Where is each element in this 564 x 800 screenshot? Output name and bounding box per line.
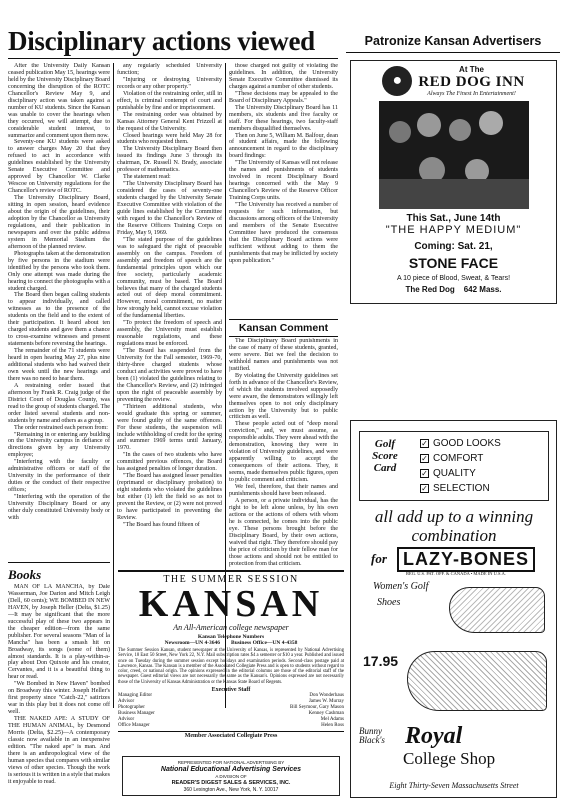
advertisers-banner: Patronize Kansan Advertisers [364,34,542,48]
checklist-label: GOOD LOOKS [433,438,501,449]
band-name-2: STONE FACE [408,255,499,271]
store-address: Eight Thirty-Seven Massachusetts Street [389,781,519,790]
paragraph: Closed hearings were held May 28 for students who requested them. [117,132,222,146]
staff-role: Business Manager [118,711,155,717]
band-photo [379,101,529,209]
paragraph: THE NAKED APE: A STUDY OF THE HUMAN ANIMAL, by Desmond Morris (Delta, $2.25)—A contemporary classic now available in an inexpensive edition. "The naked ape" is man. And there is an anthropological view of the human species that compares with similar views of other species. Though the work is serious it is written in a style that makes it enjoyable to read. [8,716,110,785]
checkmark-icon: ✓ [421,469,428,478]
paragraph: The restraining order was obtained by Kansas Attorney General Kent Frizzell at the request of the University. [117,111,222,132]
staff-role: Office Manager [118,723,150,729]
paragraph: The remainder of the 71 students were heard in open hearing May 27, plus nine additional students who had waived their own week until the new hearings and there was no need to hear them. [8,348,110,382]
masthead-member: Member Associated Collegiate Press [118,731,344,739]
paragraph: "The Board has assigned lesser penalties (reprimand or disciplinary probation) to eight students who violated the guidelines but either (1) left the field so as not to prevent the Review, or (2) were not proved to have participated in preventing the Review. [117,473,222,521]
masthead-session: THE SUMMER SESSION [163,574,299,585]
staff-role: Advisor [118,717,135,723]
masthead-name: KANSAN [138,583,324,625]
staff-list [118,693,344,729]
paragraph: Photographs taken at the demonstration by five persons in the stadium were identified by the persons who took them. Only one attempt was made during the hearing to connect the photographs with a student charged. [8,250,110,292]
store-college-shop: College Shop [403,749,496,768]
red-dog-address: The Red Dog 642 Mass. [405,285,502,294]
paragraph: "The stated purpose of the guidelines was to safeguard the right of peaceable assembly on the campus. Freedom of assembly and freedom of speech are the fundamental principles upon which our free society, particularly academic community, must be based. The Board believes that many of the charged students acted out of deep moral commitment. However, moral commitment, no matter how strongly held, cannot excuse violation of the fundamental liberties. [117,236,222,320]
coming-date: Coming: Sat. 21, [414,241,493,252]
paragraph: A person, or a private individual, has the right to be left alone unless, by his own actions or the actions of others with whom he is connected, he comes into the public eye. These persons brought before the Disciplinary Board, by their own actions, waived that right. They therefore should pay the price of criticism by their fellow man for those actions and should not be entitled to protection from that criticism. [229,497,338,567]
national-advertising-ad [122,756,340,796]
paragraph: Seventy-one KU students were asked to answer charges May 20 that they refused to act in accordance with guidelines established by the University Senate Executive Committee and approved by Chancellor W. Clarke Wescoe on University regulations for the Chancellor's review of ROTC. [8,139,110,195]
checklist-item [420,436,501,451]
paragraph: The Disciplinary Board punishments in the case of many of these students, granted, were severe. But we feel the decision to withhold names and punishments was not justified. [229,338,338,372]
paragraph: "We Bombed in New Haven" bombed on Broadway this winter. Joseph Heller's first property since "Catch-22," satirizes war in this play but it does not come off well. [8,681,110,716]
paragraph: "The University has received a number of requests for such information, but discussions among officers of the University and members of the Senate Executive Committee have produced the consensus that the Disciplinary Board actions were sufficient without adding to them the punishments that may be inflicted by society upon publication." [229,202,338,264]
paragraph: Violation of the restraining order, still in effect, is criminal contempt of court and punishable by fine and or imprisonment. [117,90,222,111]
paragraph: "Thirteen additional students, who would graduate this spring or summer, were found guilty of the same offences. For these students, the suspension will include withholding of credit for the spring and summer 1969 terms until January, 1970. [117,403,222,452]
staff-name: Bill Seymour, Gary Mason [290,705,344,711]
paragraph: "These decisions may be appealed to the Board of Disciplinary Appeals." [229,90,338,104]
shoes-label: Shoes [377,597,401,608]
red-dog-name: RED DOG INN [418,74,525,90]
lazy-bones-shoe-ad [350,420,557,798]
band-name: "THE HAPPY MEDIUM" [385,224,522,236]
paragraph: Then on June 5, William M. Balfour, dean of student affairs, made the following announcement in regard to the disciplinary board findings: [229,132,338,160]
checkmark-icon: ✓ [421,454,428,463]
checklist-label: QUALITY [433,468,476,479]
ns-line-3: A DIVISION OF [215,774,247,779]
store-owner: Bunny Black's [359,726,385,745]
shoe-icon [449,587,545,633]
checklist-item [420,451,501,466]
paragraph: "Interfering with the operation of the University Disciplinary Board or any other duly constituted University body or with [8,494,110,521]
red-dog-tagline: Always The Finest In Entertainment! [427,91,516,97]
paragraph: "In the cases of two students who have committed previous offences, the Board has assigned penalties of longer duration. [117,452,222,473]
books-column [8,584,110,794]
masthead-phones-2: Newsroom—UN 4-3646 Business Office—UN 4-4358 [164,640,298,646]
paragraph: By violating the University guidelines set forth in advance of the Chancellor's Review, of which the students involved supposedly were aware, the demonstrators willingly left themselves open to not only disciplinary action by the University but to public criticism as well. [229,372,338,421]
books-title: Books [8,567,42,582]
band-offer: A 10 piece of Blood, Sweat, & Tears! [396,275,511,282]
brand-note: REG. U.S. PAT. OFF. & CANADA • MADE IN U.S.A. [405,571,507,576]
banner-rule [346,52,560,53]
paragraph: "The Board has found fifteen of [123,521,200,528]
checkmark-icon: ✓ [421,439,428,448]
ns-line-4: READER'S DIGEST SALES & SERVICES, INC. [171,780,291,786]
checklist-item [420,481,501,496]
staff-name: Don Wonderhaus [309,693,344,699]
kansan-comment-title: Kansan Comment [229,319,338,337]
ns-line-2: National Educational Advertising Services [160,766,302,773]
checklist-label: SELECTION [433,483,490,494]
paragraph: any regularly scheduled University function; [117,63,222,76]
ns-line-1: REPRESENTED FOR NATIONAL ADVERTISING BY [177,760,285,765]
paragraph: After the University Daily Kansan ceased publication May 15, hearings were held by the University Disciplinary Board concerning the disruption of the ROTC Chancellor's Review May 9, and disciplinary action was taken against a number of KU students. Since the Kansan was unable to cover the hearings when they occurred, we will attempt, due to considerable student interest, to summarize and comment upon them now. [8,63,110,139]
shoe-price: 17.95 [363,653,399,669]
kansan-masthead [118,570,344,750]
paragraph: The University Disciplinary Board has 11 members, six students and five faculty or staff. For these hearings, two faculty-staff members disqualified themselves. [229,104,338,132]
womens-golf: Women's Golf [373,581,429,592]
paragraph: "The Board has suspended from the University for the Fall semester, 1969-70, thirty-three charged students whose conduct and activities were proved to have been (1) violated the guidelines relating to the Chancellor's Review, and (2) infringed upon the right of peaceable assembly by preventing the review. [117,348,222,403]
paragraph: "Remaining in or entering any building on the University campus in defiance of directions given by any University employee; [8,431,110,459]
paragraph: "The University of Kansas will not release the names and punishments of students involved in recent Disciplinary Board hearings concerned with the May 9 Chancellor's Review of the Reserve Officer Training Corps units. [229,160,338,202]
paragraph: "Injuring or destroying University records or any other property." [117,76,222,90]
paragraph: The University Disciplinary Board, sitting in open session, heard evidence about the origin of the guidelines, their adoption by the Chancellor as University regulations, and their publication in newspapers and over the public address system in Memorial Stadium the afternoon of the planned review. [8,195,110,250]
show-date: This Sat., June 14th [406,213,501,224]
column-divider [113,63,114,708]
score-card-score: Score [372,450,398,462]
staff-role: Photographer [118,705,145,711]
masthead-body: The Summer Session Kansan, student newspaper at the University of Kansas, is represented by National Advertising Service, 18 East 50 Street, New York 22, N.Y. Mail subscription rates $4 a semester or $10 a year. Published and issued once on Tuesday during the summer session except holidays and examination periods. Second-class postage paid at Lawrence, Kansas. The Kansan is a member of the Associated Collegiate Press and is open to students without regard to color, creed, or national origin. The opinions expressed in the editorial columns are those of the editorial staff of the newspaper. Guest editorial views are not necessarily the same as the Kansan's. Opinions expressed are not necessarily those of the University of Kansas Administration or the Kansas State Board of Regents. [118,648,344,685]
paragraph: "The University Disciplinary Board has considered the cases of seventy-one students charged by the University Senate Executive Committee with violation of the guide lines established by the Committee with regard to the Chancellor's Review of the Reserve Officers Training Corps on Friday, May 9, 1969. [117,181,222,236]
page-headline: Disciplinary actions viewed [8,26,315,56]
dog-icon: ● [382,66,412,96]
staff-name: Helen Ross [321,723,344,729]
checklist-item [420,466,501,481]
ns-line-5: 360 Lexington Ave., New York, N. Y. 10017 [183,787,279,793]
score-card [359,431,549,501]
staff-role: Managing Editor [118,693,153,699]
paragraph: A restraining order issued that afternoon by Frank R. Craig judge of the District Court of Douglas County, was read to the group of students charged. The order listed several students and non-students by name and others as a group. [8,382,110,424]
headline-rule [8,58,338,59]
score-card-card: Card [373,462,397,474]
paragraph: These people acted out of "deep moral conviction," and, we must assume, as responsible adults. They were ahead with the demonstration, knowing they were in violation of University guidelines, and were apparently willing to accept the consequences of their actions. They, it seems, made themselves public figures, open to public comment and criticism. [229,421,338,484]
shoe-headline: all add up to a winning combination [374,507,534,545]
article-column-1 [8,63,110,561]
paragraph: The Board then began calling students to appear individually, and called witnesses as to the presence of the students on the field and to the extent of their participation. It heard about ten charged students and gave them a chance to cross-examine witnesses and present statements before reversing the hearings. [8,292,110,348]
staff-title: Executive Staff [211,687,251,694]
masthead-phones: Kansan Telephone Numbers [197,634,265,640]
staff-role: Advisor [118,699,135,705]
shoe-icon [407,651,547,711]
paragraph: those charged not guilty of violating the guidelines. In addition, the University Senate Executive Committee dismissed its charges against a number of other students. [229,63,338,90]
staff-row [118,723,344,729]
article-column-3 [229,63,338,318]
checkmark-icon: ✓ [421,484,428,493]
paragraph: The University Disciplinary Board then issued its findings June 3 through its chairman, Dr. Russell N. Brady, associate professor of mathematics. [117,146,222,174]
paragraph: We feel, therefore, that their names and punishments should have been released. [229,484,338,497]
paragraph: "Interfering with the faculty or administrative officers or staff of the University in the performance of their duties or the conduct of their respective offices; [8,459,110,494]
red-dog-inn-ad [350,60,557,304]
score-card-golf: Golf [374,438,396,450]
staff-name: Mel Adams [320,717,344,723]
paragraph: The order restrained each person from: [14,424,108,431]
masthead-sub: An All-American college newspaper [173,623,289,632]
paragraph: "To protect the freedom of speech and assembly, the University must establish reasonable regulations, and these regulations must be enforced. [117,320,222,348]
checklist [420,436,501,496]
staff-name: James W. Murray [308,699,344,705]
checklist-label: COMFORT [433,453,484,464]
staff-name: Kenney Cashman [308,711,344,717]
red-dog-at: At The [459,65,484,74]
paragraph: The statement read: [123,174,171,181]
shoe-for: for [371,551,387,566]
store-royal: Royal [405,723,463,749]
books-rule [8,562,110,563]
brand-logo: LAZY-BONES [397,547,535,572]
paragraph: MAN OF LA MANCHA, by Dale Wasserman, Joe Darion and Mitch Leigh (Dell, 60 cents); WE BOMBED IN NEW HAVEN, by Joseph Heller (Delta, $1.25) —It may be significant that the more successful play of these two appears in the cheaper edition—from the same publisher. For several seasons "Man of la Mancha" has been a smash hit on Broadway, its songs (some of them) almost standards. It is a play-within-a-play about Don Quixote and his creator, Cervantes, and it is a beautiful thing to hear or read. [8,584,110,681]
